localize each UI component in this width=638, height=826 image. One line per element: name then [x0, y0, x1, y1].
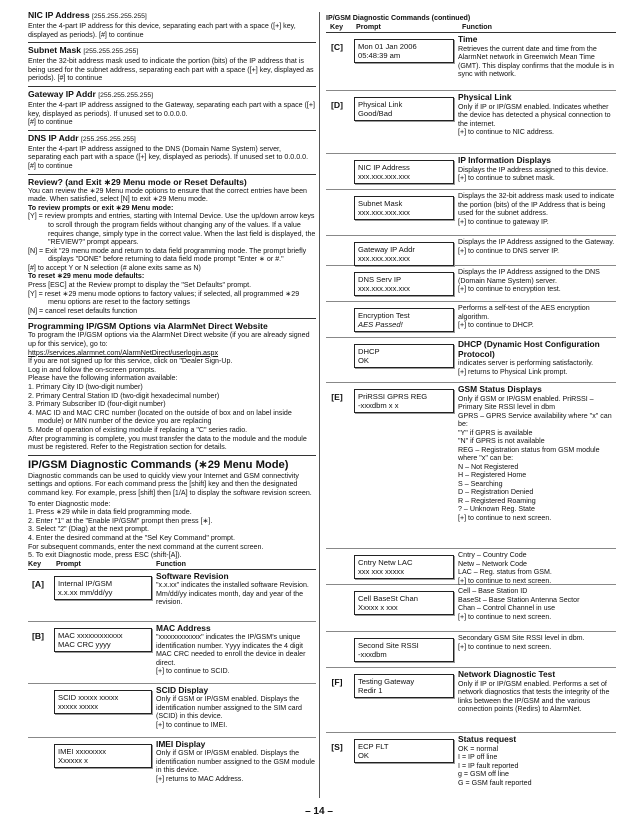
- programming-body: To program the IP/GSM options via the AlarmNet Direct website (if you are already signed up for this service), go to:: [28, 331, 310, 349]
- row-key: [B]: [32, 630, 44, 641]
- lcd-line: Testing Gateway: [358, 677, 415, 686]
- table-row: [326, 585, 616, 632]
- diag-exit: 5. To exit Diagnostic mode, press ESC (shift-[A]).: [28, 551, 182, 560]
- table-row: [28, 622, 316, 684]
- lcd-display: Internal IP/GSM x.x.xx mm/dd/yy: [54, 576, 152, 600]
- lcd-line: DHCP: [358, 347, 380, 356]
- table-row: [326, 338, 616, 383]
- table-row: [326, 632, 616, 668]
- table-row: [326, 266, 616, 302]
- function-body: indicates server is performing satisfactorily.: [458, 359, 594, 367]
- left-column: [28, 10, 316, 785]
- row-key: [326, 549, 348, 584]
- lcd-display: [354, 555, 454, 579]
- function-title: DHCP (Dynamic Host Configuration Protocol): [458, 339, 600, 359]
- table-row: [28, 738, 316, 786]
- lcd-line: PriRSSI GPRS REG: [358, 392, 428, 401]
- function-body: Only if GSM or IP/GSM enabled. Displays the identification number assigned to the SIM card (SCID) in this device.: [156, 695, 302, 721]
- gateway-continue: [#] to continue: [28, 118, 73, 127]
- function-title: IP Information Displays: [458, 155, 551, 165]
- dns-body: Enter the 4-part IP address assigned to the DNS (Domain Name System) server, separating each part with a space ([+] key, displayed as periods). If unused set to 0.0.0.0. [#] to continue: [28, 144, 309, 170]
- review-heading: Review? (and Exit ∗29 Menu mode or Reset Defaults): [28, 176, 247, 187]
- lcd-line: -xxxdbm: [358, 650, 387, 659]
- row-key: [326, 190, 348, 235]
- lcd-line: 05:48:39 am: [358, 51, 401, 60]
- row-key: [326, 632, 348, 667]
- function-foot: [+] to continue to NIC address.: [458, 128, 555, 136]
- lcd-line: xxx.xxx.xxx.xxx: [358, 208, 410, 217]
- function-body: Displays the 32-bit address mask used to indicate the portion (bits) of the IP Address that is being used for the subnet address.: [458, 192, 615, 217]
- reset-subheading: To reset ∗29 menu mode defaults:: [28, 272, 145, 281]
- lcd-line: ECP FLT: [358, 742, 389, 751]
- programming-item: 1. Primary City ID (two-digit number): [28, 383, 143, 391]
- lcd-display: [354, 272, 454, 296]
- table-row: [326, 383, 616, 549]
- row-key: [28, 684, 48, 737]
- lcd-display: [354, 196, 454, 220]
- table-row: [326, 91, 616, 154]
- programming-item: 4. MAC ID and MAC CRC number (located on the outside of box and on label inside module) or MIN number of the device you are replacing: [28, 408, 292, 426]
- diag-body: Diagnostic commands can be used to quickly view your Internet and GSM connectivity settings and options. For each command press the [shift] key and then the designated command key. For example, press [shift] then [1/A] to display the software revision screen.: [28, 471, 312, 497]
- review-body: You can review the ∗29 Menu mode options to ensure that the correct entries have been made. When satisfied, select [N] to exit ∗29 Menu mode.: [28, 186, 307, 204]
- function-foot: [+] to continue to next screen.: [458, 642, 552, 651]
- col-key: Key: [28, 559, 42, 568]
- lcd-display: [354, 97, 454, 121]
- lcd-line: DNS Serv IP: [358, 275, 402, 284]
- function-foot: [+] to continue to DHCP.: [458, 321, 534, 329]
- programming-tail: After programming is complete, you must transfer the data to the module and the module must be registered. Refer to the Registration section for details.: [28, 434, 307, 452]
- function-foot: [+] to continue to gateway IP.: [458, 217, 549, 226]
- programming-item: 2. Primary Central Station ID (two-digit hexadecimal number): [28, 391, 220, 400]
- alarmnet-url-link[interactable]: https://services.alarmnet.com/AlarmNetDirect/userlogin.aspx: [28, 348, 219, 357]
- function-body: Secondary GSM Site RSSI level in dbm.: [458, 634, 585, 642]
- function-title: IMEI Display: [156, 738, 206, 749]
- function-body: Only if GSM or IP/GSM enabled. Displays the identification number assigned to the GSM module in this device.: [156, 749, 315, 775]
- col-key: Key: [330, 23, 344, 31]
- function-body: Cell – Base Station ID BaseSt – Base Station Antenna Sector Chan – Control Channel in use: [458, 587, 580, 612]
- page-number: – 14 –: [305, 806, 333, 817]
- diag-section: [28, 459, 316, 560]
- nic-ip-section: [28, 10, 316, 39]
- lcd-line: AES Passed!: [358, 320, 403, 329]
- reset-y: [Y] = reset ∗29 menu mode options to factory values; if selected, all programmed ∗29 menu options are reset to the factory settings: [28, 289, 300, 307]
- lcd-line: Redir 1: [358, 686, 383, 695]
- lcd-line: Cntry Netw LAC: [358, 558, 413, 567]
- row-key: [F]: [331, 677, 343, 687]
- lcd-display: [354, 308, 454, 332]
- col-prompt: Prompt: [56, 559, 81, 568]
- right-column: [326, 14, 616, 793]
- dns-section: [28, 133, 316, 171]
- function-body: Cntry – Country Code Netw – Network Code LAC – Reg. status from GSM.: [458, 551, 552, 576]
- gateway-section: [28, 89, 316, 127]
- programming-line-3: Please have the following information available:: [28, 374, 178, 383]
- row-key: [C]: [331, 42, 343, 52]
- function-title: Software Revision: [156, 570, 229, 581]
- table-row: [326, 236, 616, 266]
- lcd-line: Physical Link: [358, 100, 403, 109]
- function-body: "x.x.xx" indicates the installed software Revision. Mm/dd/yy indicates month, day and year of the revision.: [156, 581, 309, 607]
- function-body: Only if GSM or IP/GSM enabled. PriRSSI – Primary Site RSSI level in dbm GPRS – GPRS Service availability where "x" can be: "Y" if GPRS is available "N" if GPRS is not available REG – Registration status from GSM module where "x" can be: N – Not Registered H – Registered Home S – Searching D – Registration Denied R – Registered Roaming ? – Unknown Reg. State: [458, 394, 612, 513]
- lcd-line: NIC IP Address: [358, 163, 410, 172]
- nic-ip-heading: NIC IP Address [255.255.255.255]: [28, 10, 147, 20]
- function-foot: [+] returns to Physical Link prompt.: [458, 367, 568, 376]
- lcd-display: SCID xxxxx xxxxx xxxxx xxxxx: [54, 690, 152, 714]
- lcd-line: OK: [358, 356, 369, 365]
- review-subheading: To review prompts or exit ∗29 Menu mode:: [28, 203, 174, 212]
- gateway-body: Enter the 4-part IP address assigned to the Gateway, separating each part with a space ([+] key, displayed as periods). If unused set to 0.0.0.0.: [28, 100, 316, 118]
- programming-line-1: If you are not signed up for this service, click on "Dealer Sign-Up.: [28, 357, 233, 366]
- table-row: [326, 733, 616, 793]
- diag-table-header: [326, 23, 616, 33]
- dns-heading: DNS IP Addr [255.255.255.255]: [28, 132, 136, 143]
- review-n: [N] = Exit "29 menu mode and return to data field programming mode. The prompt briefly displays "DONE" before returning to data field mode prompt "Enter ∗ or #.": [28, 246, 307, 264]
- row-key: [326, 338, 348, 382]
- lcd-line: Cell BaseSt Chan: [358, 594, 418, 603]
- function-body: Only if IP or IP/GSM enabled. Performs a set of network diagnostics that tests the integrity of the links between the IP/GSM and the various connection points (Redirs) to AlarmNet.: [458, 679, 610, 713]
- row-key: [326, 585, 348, 631]
- function-body: Displays the IP Address assigned to the Gateway.: [458, 238, 615, 246]
- lcd-display: [354, 160, 454, 184]
- lcd-line: Subnet Mask: [358, 199, 403, 208]
- programming-section: [28, 321, 316, 451]
- function-title: MAC Address: [156, 622, 211, 633]
- function-body: Displays the IP address assigned to this device.: [458, 165, 609, 174]
- diag-step: 2. Enter "1" at the "Enable IP/GSM" prompt then press [∗].: [28, 516, 213, 525]
- diag-step: 1. Press ∗29 while in data field programming mode.: [28, 508, 192, 517]
- diag-table-left: [28, 560, 316, 786]
- subnet-heading: Subnet Mask [255.255.255.255]: [28, 45, 139, 56]
- lcd-display: [354, 591, 454, 615]
- function-foot: [+] to continue to next screen.: [458, 513, 552, 522]
- row-key: [D]: [331, 100, 343, 110]
- lcd-line: xxx xxx xxxxx: [358, 567, 404, 576]
- function-body: Performs a self-test of the AES encryption algorithm.: [458, 304, 590, 321]
- lcd-line: Encryption Test: [358, 311, 410, 320]
- function-foot: [+] to continue to next screen.: [458, 576, 552, 585]
- function-title: Network Diagnostic Test: [458, 669, 556, 679]
- table-row: [326, 190, 616, 236]
- table-row: [28, 570, 316, 622]
- lcd-display: [354, 242, 454, 266]
- function-title: GSM Status Displays: [458, 384, 542, 394]
- lcd-display: [354, 739, 454, 763]
- table-row: [326, 302, 616, 338]
- function-body: Only if IP or IP/GSM enabled. Indicates whether the device has detected a physical connection to the internet.: [458, 102, 611, 128]
- lcd-line: Xxxxx x xxx: [358, 603, 398, 612]
- function-foot: [+] to continue to DNS server IP.: [458, 246, 560, 255]
- review-section: [28, 177, 316, 316]
- row-key: [326, 154, 348, 189]
- reset-body: Press [ESC] at the Review prompt to display the "Set Defaults" prompt.: [28, 281, 252, 290]
- row-key: [326, 236, 348, 265]
- subnet-body: Enter the 32-bit address mask used to indicate the portion (bits) of the IP address that is being used for the subnet address, separating each part with a space ([+] key, displayed as periods). [#] to continue: [28, 57, 314, 83]
- row-key: [28, 738, 48, 786]
- diag-table-right: [326, 33, 616, 793]
- column-divider: [319, 12, 320, 798]
- lcd-display: IMEI xxxxxxxx Xxxxxx x: [54, 744, 152, 768]
- function-foot: [+] to continue to SCID.: [156, 667, 230, 676]
- lcd-display: [354, 674, 454, 698]
- row-key: [A]: [32, 578, 44, 589]
- diag-subsequent: For subsequent commands, enter the next command at the current screen.: [28, 542, 264, 551]
- lcd-display: [354, 389, 454, 413]
- col-prompt: Prompt: [356, 23, 381, 31]
- lcd-line: Gateway IP Addr: [358, 245, 415, 254]
- lcd-line: xxx.xxx.xxx.xxx: [358, 254, 410, 263]
- function-title: SCID Display: [156, 684, 209, 695]
- review-hash: [#] to accept Y or N selection (# alone exits same as N): [28, 263, 201, 272]
- col-function: Function: [156, 559, 186, 568]
- function-title: Status request: [458, 734, 517, 744]
- function-body: Retrieves the current date and time from the AlarmNet network in Greenwich Mean Time (GMT). This display confirms that the module is in sync with network.: [458, 44, 614, 78]
- programming-item: 5. Mode of operation of existing module if replacing a "C" series radio.: [28, 425, 248, 434]
- lcd-display: [354, 638, 454, 662]
- table-row: [326, 33, 616, 91]
- review-y: [Y] = review prompts and entries, starting with Internal Device. Use the up/down arrow keys to scroll through the program fields without changing any of the values. If a value requires change, simply type in the correct value. When the last field is displayed, the "REVIEW?" prompt appears.: [28, 212, 316, 247]
- programming-item: 3. Primary Subscriber ID (four-digit number): [28, 400, 166, 409]
- lcd-line: Second Site RSSI: [358, 641, 419, 650]
- row-key: [E]: [331, 392, 343, 402]
- lcd-line: xxx.xxx.xxx.xxx: [358, 172, 410, 181]
- lcd-line: xxx.xxx.xxx.xxx: [358, 284, 410, 293]
- function-foot: [+] returns to MAC Address.: [156, 774, 244, 783]
- diag-table-header: [28, 560, 316, 570]
- row-key: [326, 266, 348, 301]
- diag-enter: To enter Diagnostic mode:: [28, 499, 111, 508]
- reset-n: [N] = cancel reset defaults function: [28, 306, 138, 315]
- programming-line-2: Log in and follow the on-screen prompts.: [28, 365, 157, 374]
- nic-ip-body: Enter the 4-part IP address for this device, separating each part with a space ([+] key, displayed as periods). [#] to continue: [28, 22, 296, 39]
- lcd-line: Mon 01 Jan 2006: [358, 42, 417, 51]
- table-row: [28, 684, 316, 738]
- function-title: Physical Link: [458, 92, 512, 102]
- table-row: [326, 154, 616, 190]
- row-key: [S]: [331, 742, 343, 752]
- function-body: OK = normal I = IP off line I = IP fault reported g = GSM off line G = GSM fault reported: [458, 744, 532, 787]
- function-foot: [+] to continue to subnet mask.: [458, 174, 555, 182]
- programming-heading: Programming IP/GSM Options via AlarmNet Direct Website: [28, 321, 268, 332]
- function-title: Time: [458, 34, 478, 44]
- function-foot: [+] to continue to next screen.: [458, 612, 552, 621]
- lcd-display: MAC xxxxxxxxxxxx MAC CRC yyyy: [54, 628, 152, 652]
- function-body: "xxxxxxxxxxxx" indicates the IP/GSM's unique identification number. Yyyy indicates the 4 digit MAC CRC needed to enroll the device in dealer direct.: [156, 633, 306, 667]
- gateway-heading: Gateway IP Addr [255.255.255.255]: [28, 88, 154, 99]
- table-row: [326, 668, 616, 733]
- subnet-section: [28, 45, 316, 83]
- diag-step: 3. Select "2" (Diag) at the next prompt.: [28, 525, 149, 534]
- col-function: Function: [462, 23, 492, 31]
- function-body: Displays the IP Address assigned to the DNS (Domain Name System) server.: [458, 268, 600, 285]
- lcd-line: Good/Bad: [358, 109, 393, 118]
- lcd-line: -xxxdbm x x: [358, 401, 399, 410]
- lcd-display: [354, 39, 454, 63]
- diag-heading: IP/GSM Diagnostic Commands (∗29 Menu Mode): [28, 458, 289, 471]
- continued-header: IP/GSM Diagnostic Commands (continued): [326, 14, 471, 22]
- function-foot: [+] to continue to encryption test.: [458, 285, 561, 293]
- table-row: [326, 549, 616, 585]
- diag-step: 4. Enter the desired command at the "Sel Key Command" prompt.: [28, 533, 235, 542]
- lcd-line: OK: [358, 751, 369, 760]
- row-key: [326, 302, 348, 337]
- lcd-display: [354, 344, 454, 368]
- function-foot: [+] to continue to IMEI.: [156, 720, 228, 729]
